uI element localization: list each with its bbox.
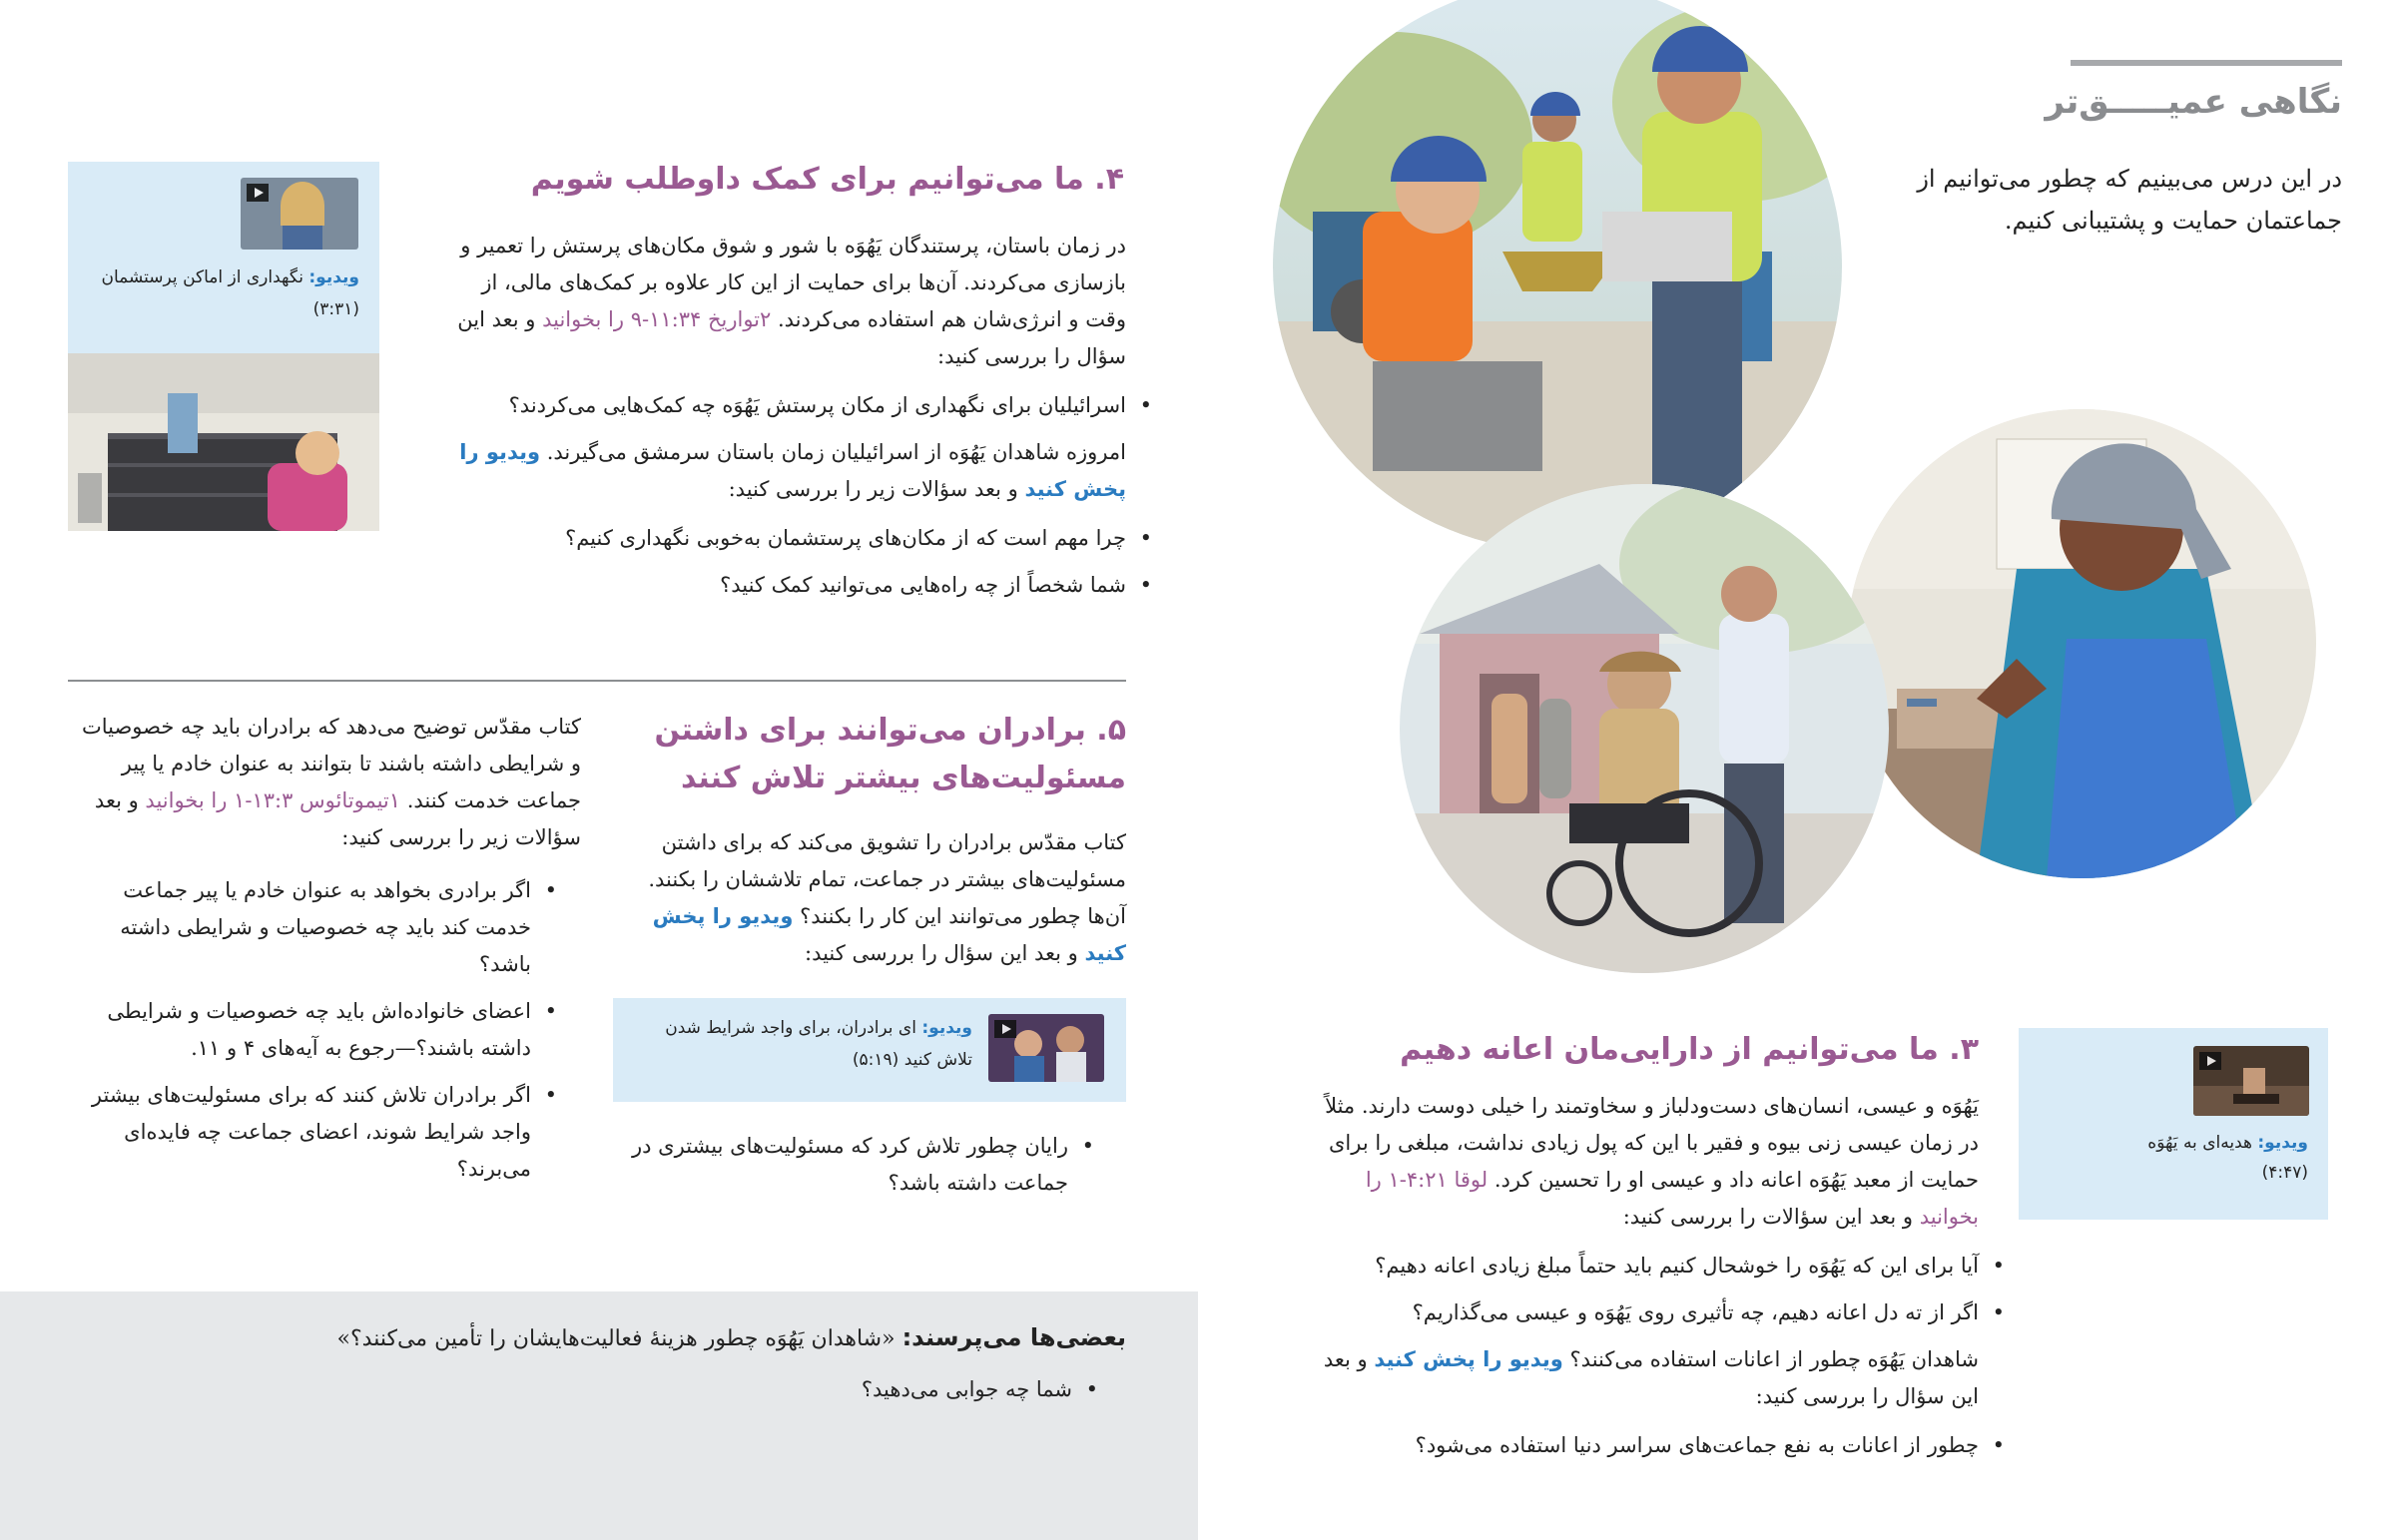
section4-heading: ۴. ما می‌توانیم برای کمک داوطلب شویم [530, 162, 1124, 197]
some-ask-label: بعضی‌ها می‌پرسند: [901, 1323, 1126, 1351]
section3-bullets1 [1320, 1248, 2009, 1331]
deeper-intro: در این درس می‌بینیم که چطور می‌توانیم از جماعتمان حمایت و پشتیبانی کنیم. [1917, 165, 2342, 235]
section3-play-video-link[interactable]: ویدیو را پخش کنید [1374, 1347, 1563, 1371]
list-item: • آیا برای این که یَهُوَه را خوشحال کنیم باید حتماً مبلغ زیادی اعانه دهیم؟ [1320, 1248, 2009, 1284]
section3-video-box[interactable] [2019, 1028, 2328, 1220]
section5-body-col2 [67, 709, 581, 1198]
section3-video-caption [2039, 1128, 2308, 1188]
section5-heading [654, 707, 1126, 802]
section4-para2-text: امروزه شاهدان یَهُوَه از اسرائیلیان زمان باستان سرمشق می‌گیرند. [540, 440, 1126, 464]
deeper-title: نگاهی عمیـــــق‌تر [2045, 82, 2342, 122]
illustration-donation [1847, 409, 2316, 878]
section4-scripture-link[interactable]: ۲تواریخ ۳۴:‏۹-۱۱ را بخوانید [542, 307, 772, 331]
section5-paragraph1 [615, 824, 1126, 972]
play-icon[interactable] [994, 1020, 1016, 1038]
video-label: ویدیو: [921, 1018, 972, 1038]
some-ask-panel [0, 1291, 1198, 1540]
section3-paragraph2 [1320, 1341, 1979, 1415]
section3-paragraph1 [1320, 1088, 1979, 1236]
section5-para1-text: کتاب مقدّس برادران را تشویق می‌کند که برای داشتن مسئولیت‌های بیشتر در جماعت، تمام تلاششان را بکنند. آن‌ها چطور می‌توانند این کار را بکنند؟ [648, 830, 1126, 928]
list-item: • اعضای خانواده‌اش باید چه خصوصیات و شرایطی داشته باشند؟—رجوع به آیه‌های ۴ و ۱۱. [82, 993, 561, 1067]
section4-play-video-link[interactable]: ویدیو را پخش کنید [459, 440, 1126, 501]
section4-photo-hall-cleaning [68, 353, 379, 531]
video-label: ویدیو: [308, 267, 359, 287]
section3-para1-tail: و بعد این سؤالات را بررسی کنید: [1622, 1205, 1920, 1229]
section5-para2-text: کتاب مقدّس توضیح می‌دهد که برادران باید چه خصوصیات و شرایطی داشته باشند تا بتوانند به عنوان خادم یا پیر جماعت خدمت کنند. [81, 715, 581, 812]
section5-video-thumbnail[interactable] [988, 1014, 1104, 1082]
section3-video-thumbnail[interactable] [2193, 1046, 2309, 1116]
section4-body [437, 228, 1126, 614]
section5-para2-tail: و بعد سؤالات زیر را بررسی کنید: [94, 788, 581, 849]
list-item: • چرا مهم است که از مکان‌های پرستشمان به‌خوبی نگهداری کنیم؟ [437, 520, 1156, 557]
section3-para2-text: شاهدان یَهُوَه چطور از اعانات استفاده می‌کنند؟ [1562, 1347, 1979, 1371]
video-duration: (۵:۱۹) [852, 1050, 899, 1070]
section4-para1-tail: و بعد این سؤال را بررسی کنید: [457, 307, 1126, 368]
some-ask-text: «شاهدان یَهُوَه چطور هزینهٔ فعالیت‌هایشان را تأمین می‌کنند؟» [336, 1326, 902, 1351]
list-item: • رایان چطور تلاش کرد که مسئولیت‌های بیشتری در جماعت داشته باشد؟ [615, 1128, 1098, 1202]
some-ask-bullets [204, 1371, 1102, 1408]
some-ask-bullet-wrap [204, 1371, 1102, 1418]
section5-bullets2 [82, 872, 581, 1188]
illustration-elder-wheelchair [1400, 484, 1889, 973]
section5-bullets1-wrap [615, 1128, 1098, 1212]
section5-paragraph2 [67, 709, 581, 856]
list-item: • اگر از ته دل اعانه دهیم، چه تأثیری روی یَهُوَه و عیسی می‌گذاریم؟ [1320, 1294, 2009, 1331]
section4-para1-text: در زمان باستان، پرستندگان یَهُوَه با شور و شوق مکان‌های پرستش را تعمیر و بازسازی می‌کردند. آن‌ها برای حمایت از این کار علاوه بر کمک‌های مالی، از وقت و انرژی‌شان هم استفاده می‌کردند. [460, 234, 1126, 331]
section4-video-box[interactable] [68, 162, 379, 531]
video-title: ای برادران، برای واجد شرایط شدن تلاش کنید [665, 1018, 972, 1070]
section5-body-col1 [615, 824, 1126, 972]
video-title: هدیه‌ای به یَهُوَه [2147, 1133, 2252, 1153]
section3-heading: ۳. ما می‌توانیم از دارایی‌مان اعانه دهیم [1400, 1032, 1979, 1067]
section4-paragraph2 [437, 434, 1126, 508]
section5-para1-tail: و بعد این سؤال را بررسی کنید: [805, 941, 1085, 965]
illustration-volunteers [1273, 0, 1842, 551]
video-duration: (۳:۳۱) [312, 299, 359, 319]
section5-bullets1 [615, 1128, 1098, 1202]
list-item: • شما شخصاً از چه راه‌هایی می‌توانید کمک کنید؟ [437, 567, 1156, 604]
section5-video-caption [633, 1012, 972, 1076]
section4-video-caption [90, 261, 359, 325]
list-item: • اگر برادران تلاش کنند که برای مسئولیت‌های بیشتر واجد شرایط شوند، اعضای جماعت چه فایده‌ای می‌برند؟ [82, 1077, 561, 1188]
some-ask-question [68, 1317, 1126, 1359]
play-icon[interactable] [247, 184, 269, 202]
section-divider [68, 680, 1126, 682]
video-title: نگهداری از اماکن پرستشمان [101, 267, 303, 287]
section4-para2-tail: و بعد سؤالات زیر را بررسی کنید: [728, 477, 1025, 501]
section5-scripture-link[interactable]: ۱تیموتائوس ۳:‏۱-۱۳ را بخوانید [145, 788, 401, 812]
play-icon[interactable] [2199, 1052, 2221, 1070]
video-duration: (۴:۴۷) [2261, 1163, 2308, 1183]
section5-play-video-link[interactable]: ویدیو را پخش کنید [652, 904, 1126, 965]
section3-bullets2 [1320, 1427, 2009, 1464]
list-item: • اسرائیلیان برای نگهداری از مکان پرستش یَهُوَه چه کمک‌هایی می‌کردند؟ [437, 387, 1156, 424]
list-item: • اگر برادری بخواهد به عنوان خادم یا پیر جماعت خدمت کند باید چه خصوصیات و شرایطی داشته باشد؟ [82, 872, 561, 983]
section4-bullets1 [437, 387, 1156, 424]
section4-paragraph1 [437, 228, 1126, 375]
section3-para2-tail: و بعد این سؤال را بررسی کنید: [1323, 1347, 1979, 1408]
section4-bullets2 [437, 520, 1156, 604]
section5-video-box[interactable] [613, 998, 1126, 1102]
deeper-top-rule [2071, 60, 2342, 66]
list-item: • چطور از اعانات به نفع جماعت‌های سراسر دنیا استفاده می‌شود؟ [1320, 1427, 2009, 1464]
section3-para1-text: یَهُوَه و عیسی، انسان‌های دست‌ودلباز و سخاوتمند را خیلی دوست دارند. مثلاً در زمان عیسی زنی بیوه و فقیر با این که پول زیادی نداشت، مبلغی را برای حمایت از معبد یَهُوَه اعانه داد و عیسی او را تحسین کرد. [1325, 1094, 1979, 1192]
list-item: • شما چه جوابی می‌دهید؟ [204, 1371, 1102, 1408]
section5-heading-line1: ۵. برادران می‌توانند برای داشتن [654, 713, 1126, 748]
section3-scripture-link[interactable]: لوقا ۲۱:‏۱-۴ را بخوانید [1365, 1168, 1979, 1229]
section5-heading-line2: مسئولیت‌های بیشتر تلاش کنند [681, 761, 1126, 795]
video-label: ویدیو: [2257, 1133, 2308, 1153]
section3-body [1320, 1088, 1979, 1474]
section4-video-thumbnail[interactable] [241, 178, 358, 250]
